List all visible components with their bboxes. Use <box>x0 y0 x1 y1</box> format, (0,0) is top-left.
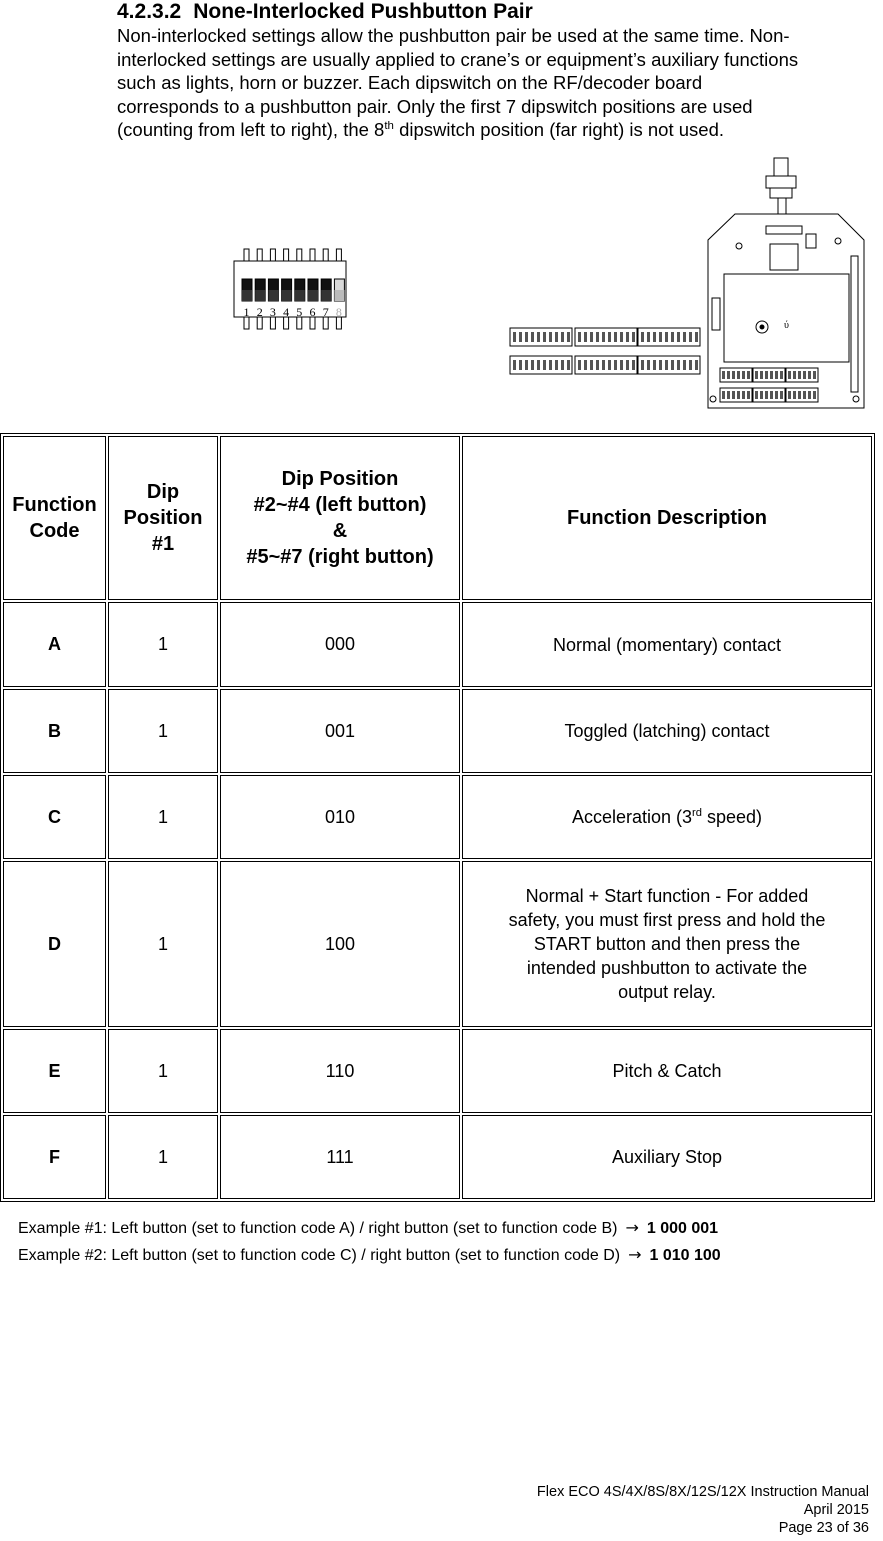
terminal-screw <box>584 332 587 342</box>
terminal-screw <box>742 371 745 379</box>
section-heading <box>117 0 533 24</box>
dip-position-1: 1 <box>108 1115 218 1199</box>
dip-position-label: 8 <box>335 305 342 319</box>
terminal-screw <box>677 332 680 342</box>
terminal-screw <box>537 332 540 342</box>
terminal-screw <box>813 391 816 399</box>
terminal-screw <box>555 332 558 342</box>
dip-switch-lever <box>282 290 292 301</box>
dip-position-label: 7 <box>322 305 329 319</box>
terminal-screw <box>695 360 698 370</box>
intro-line: such as lights, horn or buzzer. Each dipswitch on the RF/decoder board <box>117 72 703 93</box>
terminal-screw <box>803 391 806 399</box>
terminal-screw <box>665 332 668 342</box>
terminal-screw <box>722 371 725 379</box>
terminal-screw <box>620 360 623 370</box>
function-description: Normal (momentary) contact <box>462 602 872 687</box>
dip-position-label: 4 <box>283 305 290 319</box>
terminal-screw <box>727 391 730 399</box>
dip-position-2-7: 110 <box>220 1029 460 1113</box>
terminal-screw <box>727 371 730 379</box>
function-code: C <box>3 775 106 859</box>
terminal-screw <box>561 360 564 370</box>
table-header-row <box>3 436 872 600</box>
terminal-screw <box>632 332 635 342</box>
terminal-screw <box>747 391 750 399</box>
function-description: Auxiliary Stop <box>462 1115 872 1199</box>
terminal-screw <box>620 332 623 342</box>
terminal-screw <box>689 332 692 342</box>
terminal-screw <box>608 332 611 342</box>
terminal-screw <box>755 371 758 379</box>
manual-title: Flex ECO 4S/4X/8S/8X/12S/12X Instruction Manual <box>536 1484 869 1500</box>
terminal-screw <box>775 371 778 379</box>
terminal-screw <box>760 391 763 399</box>
arrow-icon: → <box>628 1245 642 1264</box>
terminal-screw <box>793 391 796 399</box>
terminal-screw <box>537 360 540 370</box>
terminal-screw <box>519 332 522 342</box>
terminal-screw <box>737 391 740 399</box>
terminal-screw <box>808 371 811 379</box>
terminal-screw <box>722 391 725 399</box>
terminal-screw <box>525 360 528 370</box>
dip-pin <box>284 249 289 261</box>
terminal-screw <box>747 371 750 379</box>
terminal-screw <box>659 332 662 342</box>
terminal-screw <box>813 371 816 379</box>
header-dip-position-2-7: Dip Position #2~#4 (left button) & #5~#7 (right button) <box>220 436 460 600</box>
terminal-screw <box>788 391 791 399</box>
terminal-screw <box>567 332 570 342</box>
dip-position-1: 1 <box>108 775 218 859</box>
dip-switch-lever <box>295 290 305 301</box>
dip-position-2-7: 000 <box>220 602 460 687</box>
terminal-screw <box>519 360 522 370</box>
dip-switch-lever <box>334 290 344 301</box>
terminal-screw <box>683 332 686 342</box>
terminal-screw <box>567 360 570 370</box>
terminal-screw <box>755 391 758 399</box>
terminal-screw <box>683 360 686 370</box>
terminal-screw <box>803 371 806 379</box>
header-function-code: Function Code <box>3 436 106 600</box>
dip-position-2-7: 100 <box>220 861 460 1027</box>
dip-position-label: 3 <box>269 305 276 319</box>
page-footer <box>537 1483 869 1537</box>
dip-position-label: 6 <box>309 305 316 319</box>
function-description: Toggled (latching) contact <box>462 689 872 773</box>
table-row <box>3 1029 872 1113</box>
dip-position-2-7: 001 <box>220 689 460 773</box>
terminal-screw <box>513 360 516 370</box>
terminal-screw <box>653 332 656 342</box>
terminal-screw <box>549 332 552 342</box>
terminal-screw <box>555 360 558 370</box>
terminal-screw <box>798 371 801 379</box>
dip-switch-lever <box>242 290 252 301</box>
dip-pin <box>336 249 341 261</box>
terminal-screw <box>665 360 668 370</box>
dip-position-1: 1 <box>108 689 218 773</box>
dip-switch-lever <box>321 290 331 301</box>
table-row <box>3 775 872 859</box>
terminal-screw <box>677 360 680 370</box>
example-line: Example #1: Left button (set to function code A) / right button (set to function code B) → 1 000 001 <box>18 1218 719 1237</box>
terminal-screw <box>780 391 783 399</box>
terminal-screw <box>608 360 611 370</box>
dip-pin <box>270 249 275 261</box>
function-code-table <box>0 433 875 1202</box>
terminal-screw <box>788 371 791 379</box>
terminal-screw <box>765 391 768 399</box>
terminal-screw <box>775 391 778 399</box>
dip-position-label: 2 <box>256 305 263 319</box>
dip-position-label: 1 <box>243 305 250 319</box>
terminal-screw <box>602 332 605 342</box>
dip-pin <box>310 249 315 261</box>
terminal-screw <box>632 360 635 370</box>
function-description: Pitch & Catch <box>462 1029 872 1113</box>
terminal-screw <box>626 360 629 370</box>
dip-position-2-7: 111 <box>220 1115 460 1199</box>
dip-pin <box>323 249 328 261</box>
terminal-screw <box>647 332 650 342</box>
intro-line: Non-interlocked settings allow the pushbutton pair be used at the same time. Non- <box>117 25 790 46</box>
table-row <box>3 1115 872 1199</box>
function-description: Acceleration (3rd speed) <box>462 775 872 859</box>
function-code: A <box>3 602 106 687</box>
function-code: B <box>3 689 106 773</box>
terminal-screw <box>602 360 605 370</box>
terminal-screw <box>641 360 644 370</box>
terminal-screw <box>641 332 644 342</box>
example-result: 1 000 001 <box>646 1220 719 1237</box>
terminal-screw <box>531 332 534 342</box>
terminal-screw <box>578 332 581 342</box>
intro-paragraph <box>117 24 883 142</box>
terminal-screw <box>596 332 599 342</box>
dip-pin <box>244 249 249 261</box>
terminal-screw <box>543 360 546 370</box>
dipswitch-and-board-illustration <box>0 150 883 415</box>
dip-switch-lever <box>308 290 318 301</box>
section-number: 4.2.3.2 <box>117 0 182 23</box>
decoder-board-illustration <box>510 158 864 408</box>
terminal-screw <box>732 391 735 399</box>
intro-line: (counting from left to right), the 8th dipswitch position (far right) is not used. <box>117 119 725 140</box>
terminal-screw <box>742 391 745 399</box>
function-code: F <box>3 1115 106 1199</box>
terminal-screw <box>695 332 698 342</box>
terminal-screw <box>590 360 593 370</box>
example-result: 1 010 100 <box>649 1247 721 1264</box>
terminal-screw <box>770 371 773 379</box>
terminal-screw <box>578 360 581 370</box>
terminal-screw <box>584 360 587 370</box>
intro-line: corresponds to a pushbutton pair. Only the first 7 dipswitch positions are used <box>117 95 753 117</box>
terminal-screw <box>765 371 768 379</box>
dip-position-label: 5 <box>296 305 303 319</box>
terminal-screw <box>732 371 735 379</box>
terminal-screw <box>647 360 650 370</box>
terminal-screw <box>689 360 692 370</box>
terminal-screw <box>543 332 546 342</box>
terminal-screw <box>671 332 674 342</box>
terminal-screw <box>513 332 516 342</box>
terminal-screw <box>659 360 662 370</box>
manual-date: April 2015 <box>803 1502 869 1518</box>
terminal-screw <box>626 332 629 342</box>
terminal-screw <box>798 391 801 399</box>
dip-position-1: 1 <box>108 602 218 687</box>
dip-pin <box>257 249 262 261</box>
intro-line: interlocked settings are usually applied to crane’s or equipment’s auxiliary functions <box>117 48 799 70</box>
terminal-screw <box>793 371 796 379</box>
dipswitch-figure <box>0 150 883 415</box>
page-number: Page 23 of 36 <box>778 1520 869 1536</box>
terminal-screw <box>671 360 674 370</box>
examples-block <box>18 1215 721 1269</box>
terminal-screw <box>780 371 783 379</box>
terminal-screw <box>614 332 617 342</box>
terminal-screw <box>549 360 552 370</box>
dip-position-2-7: 010 <box>220 775 460 859</box>
example-line: Example #2: Left button (set to function code C) / right button (set to function code D) → 1 010 100 <box>18 1245 721 1264</box>
terminal-screw <box>590 332 593 342</box>
function-code: D <box>3 861 106 1027</box>
dip-switch-lever <box>268 290 278 301</box>
terminal-screw <box>808 391 811 399</box>
dip-switch-lever <box>255 290 265 301</box>
function-code: E <box>3 1029 106 1113</box>
header-dip-position-1: Dip Position #1 <box>108 436 218 600</box>
table-row <box>3 861 872 1027</box>
dip-pin <box>297 249 302 261</box>
arrow-icon: → <box>625 1218 639 1237</box>
terminal-screw <box>561 332 564 342</box>
terminal-screw <box>737 371 740 379</box>
table-row <box>3 602 872 687</box>
svg-text:ύ: ύ <box>784 320 789 331</box>
section-title: None-Interlocked Pushbutton Pair <box>193 0 533 23</box>
terminal-screw <box>596 360 599 370</box>
header-function-description: Function Description <box>462 436 872 600</box>
dipswitch-illustration <box>234 249 346 329</box>
terminal-screw <box>770 391 773 399</box>
dip-position-1: 1 <box>108 861 218 1027</box>
table-row <box>3 689 872 773</box>
dip-position-1: 1 <box>108 1029 218 1113</box>
terminal-screw <box>531 360 534 370</box>
terminal-screw <box>614 360 617 370</box>
terminal-screw <box>653 360 656 370</box>
terminal-screw <box>760 371 763 379</box>
terminal-screw <box>525 332 528 342</box>
function-description: Normal + Start function - For added safety, you must first press and hold the START button and then press the intended pushbutton to activate the output relay. <box>462 861 872 1027</box>
